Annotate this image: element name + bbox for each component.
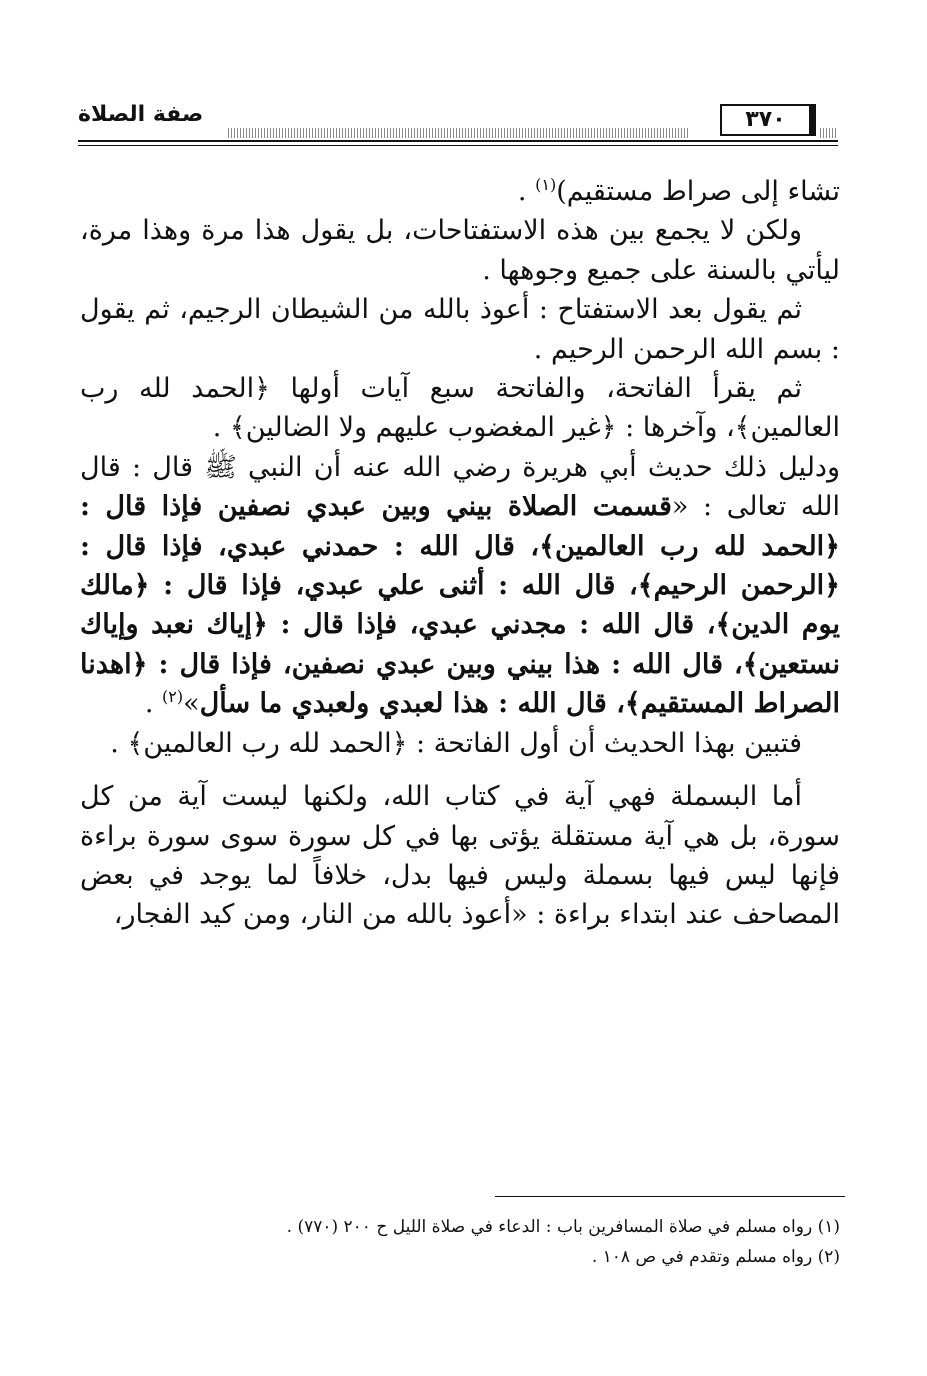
hadith-intro: ودليل ذلك حديث أبي هريرة رضي الله عنه أن النبي ﷺ قال : قال الله تعالى : « [80, 451, 840, 523]
paragraph-4: ثم يقرأ الفاتحة، والفاتحة سبع آيات أولها ﴿الحمد لله رب العالمين﴾، وآخرها : ﴿غير المغضوب عليهم ولا الضالين﴾ . [80, 373, 840, 444]
header-rule-thick [78, 140, 838, 142]
paragraph-3: ثم يقول بعد الاستفتاح : أعوذ بالله من الشيطان الرجيم، ثم يقول : بسم الله الرحمن الرحيم . [80, 294, 840, 365]
hadith-text: قسمت الصلاة بيني وبين عبدي نصفين فإذا قال : ﴿الحمد لله رب العالمين﴾، قال الله : حمدني عبدي، فإذا قال : ﴿الرحمن الرحيم﴾، قال الله : أثنى علي عبدي، فإذا قال : ﴿مالك يوم الدين﴾، قال الله : مجدني عبدي، فإذا قال : ﴿إياك نعبد وإياك نستعين﴾، قال الله : هذا بيني وبين عبدي نصفين، فإذا قال : ﴿اهدنا الصراط المستقيم﴾، قال الله : هذا لعبدي ولعبدي ما سأل [80, 491, 840, 720]
paragraph-6: فتبين بهذا الحديث أن أول الفاتحة : ﴿الحمد لله رب العالمين﴾ . [110, 727, 802, 759]
footnote-separator [495, 1196, 845, 1197]
paragraph-5-end: . [144, 688, 162, 720]
paragraph-1-end: . [517, 176, 536, 207]
paragraph-gap [80, 763, 840, 777]
paragraph-2: ولكن لا يجمع بين هذه الاستفتاحات، بل يقول هذا مرة وهذا مرة، ليأتي بالسنة على جميع وجوهها . [80, 215, 840, 286]
page-header [78, 100, 838, 142]
footnote-ref-2: (٢) [162, 687, 184, 707]
paragraph-7: أما البسملة فهي آية في كتاب الله، ولكنها ليست آية من كل سورة، بل هي آية مستقلة يؤتى بها في كل سورة سوى سورة براءة فإنها ليس فيها بسملة وليس فيها بدل، خلافاً لما يوجد في بعض المصاحف عند ابتداء براءة : «أعوذ بالله من النار، ومن كيد الفجار، [80, 781, 840, 931]
hadith-close: » [183, 688, 200, 720]
header-hatch-left [228, 128, 688, 138]
footnotes [80, 1212, 840, 1272]
header-rule-thin [78, 145, 838, 146]
footnote-ref-1: (١) [535, 175, 557, 194]
header-hatch-right [820, 128, 838, 138]
page-body [80, 172, 840, 935]
page-number: ٣٧٠ [720, 104, 816, 136]
running-title: صفة الصلاة [78, 102, 204, 127]
paragraph-5 [80, 448, 840, 724]
paragraph-1-text: تشاء إلى صراط مستقيم) [556, 176, 840, 207]
paragraph-1 [80, 172, 840, 211]
footnote-1: (١) رواه مسلم في صلاة المسافرين باب : الدعاء في صلاة الليل ح ٢٠٠ (٧٧٠) . [286, 1217, 840, 1237]
footnote-2: (٢) رواه مسلم وتقدم في ص ١٠٨ . [591, 1247, 840, 1267]
